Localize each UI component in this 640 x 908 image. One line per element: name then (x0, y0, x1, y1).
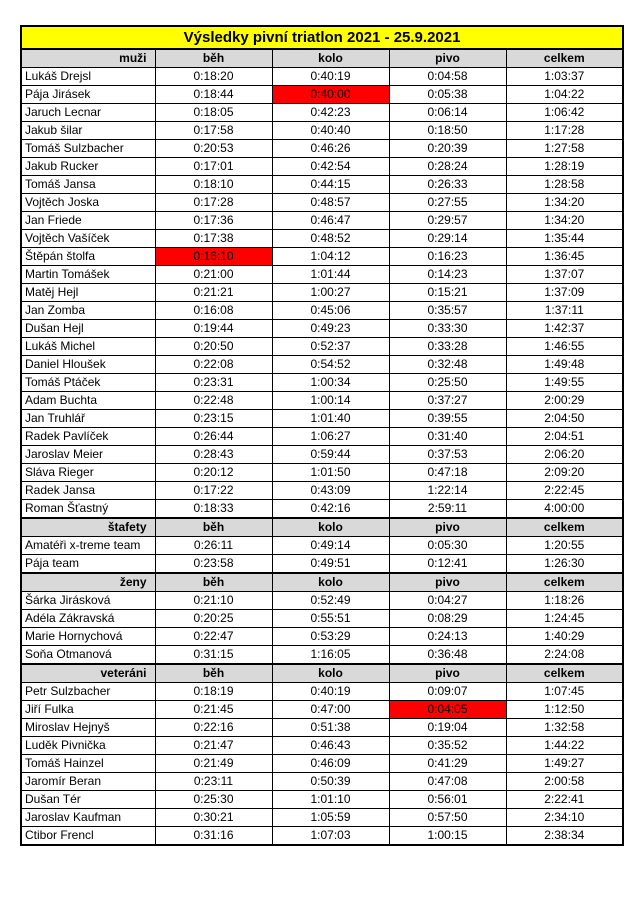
time-cell: 0:42:16 (272, 500, 389, 519)
time-cell: 0:46:47 (272, 212, 389, 230)
time-cell: 0:49:14 (272, 537, 389, 555)
time-cell: 0:18:33 (155, 500, 272, 519)
time-cell: 0:23:11 (155, 773, 272, 791)
column-header: kolo (272, 49, 389, 68)
time-cell: 2:00:58 (506, 773, 623, 791)
group-header-row (21, 518, 623, 537)
time-cell: 1:40:29 (506, 628, 623, 646)
time-cell: 0:29:57 (389, 212, 506, 230)
time-cell: 0:16:08 (155, 302, 272, 320)
time-cell: 0:12:41 (389, 555, 506, 574)
time-cell: 2:04:50 (506, 410, 623, 428)
table-row (21, 266, 623, 284)
time-cell: 1:04:12 (272, 248, 389, 266)
time-cell: 2:04:51 (506, 428, 623, 446)
time-cell: 0:40:19 (272, 683, 389, 701)
time-cell: 0:17:22 (155, 482, 272, 500)
time-cell: 4:00:00 (506, 500, 623, 519)
table-row (21, 646, 623, 665)
time-cell: 0:25:30 (155, 791, 272, 809)
time-cell: 2:22:45 (506, 482, 623, 500)
time-cell: 0:40:19 (272, 68, 389, 86)
time-cell: 1:01:50 (272, 464, 389, 482)
time-cell: 0:17:01 (155, 158, 272, 176)
time-cell: 0:49:51 (272, 555, 389, 574)
time-cell: 0:16:23 (389, 248, 506, 266)
time-cell: 1:28:58 (506, 176, 623, 194)
time-cell: 0:17:38 (155, 230, 272, 248)
competitor-name: Jaroslav Kaufman (21, 809, 155, 827)
competitor-name: Daniel Hloušek (21, 356, 155, 374)
time-cell: 0:52:49 (272, 592, 389, 610)
time-cell: 0:53:29 (272, 628, 389, 646)
table-row (21, 158, 623, 176)
competitor-name: Jan Zomba (21, 302, 155, 320)
time-cell: 0:18:50 (389, 122, 506, 140)
time-cell: 1:28:19 (506, 158, 623, 176)
competitor-name: Adéla Zákravská (21, 610, 155, 628)
table-row (21, 827, 623, 846)
time-cell: 0:26:11 (155, 537, 272, 555)
time-cell: 0:48:57 (272, 194, 389, 212)
time-cell: 1:04:22 (506, 86, 623, 104)
time-cell: 1:00:14 (272, 392, 389, 410)
time-cell: 1:18:26 (506, 592, 623, 610)
competitor-name: Jakub Rucker (21, 158, 155, 176)
competitor-name: Vojtěch Vašíček (21, 230, 155, 248)
column-header: pivo (389, 518, 506, 537)
table-row (21, 446, 623, 464)
time-cell: 0:22:08 (155, 356, 272, 374)
time-cell: 0:41:29 (389, 755, 506, 773)
table-row (21, 176, 623, 194)
competitor-name: Jaromír Beran (21, 773, 155, 791)
time-cell: 2:22:41 (506, 791, 623, 809)
table-row (21, 284, 623, 302)
time-cell: 0:42:23 (272, 104, 389, 122)
time-cell: 0:57:50 (389, 809, 506, 827)
time-cell: 0:33:28 (389, 338, 506, 356)
time-cell: 1:22:14 (389, 482, 506, 500)
competitor-name: Pája Jirásek (21, 86, 155, 104)
time-cell: 1:01:10 (272, 791, 389, 809)
column-header: běh (155, 518, 272, 537)
time-cell: 1:49:55 (506, 374, 623, 392)
competitor-name: Jakub šilar (21, 122, 155, 140)
column-header: celkem (506, 49, 623, 68)
competitor-name: Jan Friede (21, 212, 155, 230)
time-cell: 0:28:24 (389, 158, 506, 176)
competitor-name: Tomáš Sulzbacher (21, 140, 155, 158)
table-row (21, 683, 623, 701)
time-cell: 1:42:37 (506, 320, 623, 338)
column-header: běh (155, 49, 272, 68)
time-cell: 0:20:39 (389, 140, 506, 158)
time-cell: 1:17:28 (506, 122, 623, 140)
time-cell: 1:06:27 (272, 428, 389, 446)
time-cell: 1:35:44 (506, 230, 623, 248)
time-cell: 0:22:16 (155, 719, 272, 737)
time-cell: 1:36:45 (506, 248, 623, 266)
table-row (21, 428, 623, 446)
time-cell: 0:18:44 (155, 86, 272, 104)
time-cell: 1:27:58 (506, 140, 623, 158)
time-cell: 0:26:33 (389, 176, 506, 194)
time-cell: 0:36:48 (389, 646, 506, 665)
competitor-name: Pája team (21, 555, 155, 574)
table-row (21, 356, 623, 374)
column-header: běh (155, 664, 272, 683)
time-cell: 2:59:11 (389, 500, 506, 519)
column-header: celkem (506, 518, 623, 537)
time-cell: 0:22:48 (155, 392, 272, 410)
time-cell: 0:21:00 (155, 266, 272, 284)
competitor-name: Roman Šťastný (21, 500, 155, 519)
column-header: celkem (506, 664, 623, 683)
time-cell: 1:07:03 (272, 827, 389, 846)
table-row (21, 122, 623, 140)
competitor-name: Adam Buchta (21, 392, 155, 410)
time-cell: 1:01:44 (272, 266, 389, 284)
table-row (21, 755, 623, 773)
time-cell: 0:31:15 (155, 646, 272, 665)
time-cell: 1:12:50 (506, 701, 623, 719)
results-table (20, 25, 624, 846)
time-cell: 0:47:00 (272, 701, 389, 719)
time-cell: 0:49:23 (272, 320, 389, 338)
time-cell: 0:19:44 (155, 320, 272, 338)
competitor-name: Jaroslav Meier (21, 446, 155, 464)
group-header-row (21, 573, 623, 592)
time-cell: 1:46:55 (506, 338, 623, 356)
competitor-name: Miroslav Hejnyš (21, 719, 155, 737)
time-cell: 1:49:48 (506, 356, 623, 374)
table-row (21, 374, 623, 392)
group-header-row (21, 664, 623, 683)
time-cell: 0:20:53 (155, 140, 272, 158)
time-cell: 1:26:30 (506, 555, 623, 574)
competitor-name: Dušan Hejl (21, 320, 155, 338)
time-cell: 0:17:36 (155, 212, 272, 230)
competitor-name: Lukáš Michel (21, 338, 155, 356)
time-cell: 0:05:38 (389, 86, 506, 104)
time-cell: 0:29:14 (389, 230, 506, 248)
table-row (21, 464, 623, 482)
time-cell: 0:30:21 (155, 809, 272, 827)
time-cell: 0:19:04 (389, 719, 506, 737)
time-cell: 0:56:01 (389, 791, 506, 809)
competitor-name: Petr Sulzbacher (21, 683, 155, 701)
table-row (21, 555, 623, 574)
time-cell: 0:23:58 (155, 555, 272, 574)
competitor-name: Jiří Fulka (21, 701, 155, 719)
competitor-name: Šárka Jirásková (21, 592, 155, 610)
time-cell: 0:06:14 (389, 104, 506, 122)
competitor-name: Radek Pavlíček (21, 428, 155, 446)
group-name: ženy (21, 573, 155, 592)
competitor-name: Soňa Otmanová (21, 646, 155, 665)
time-cell: 0:23:15 (155, 410, 272, 428)
time-cell: 2:24:08 (506, 646, 623, 665)
time-cell: 0:44:15 (272, 176, 389, 194)
table-row (21, 86, 623, 104)
table-row (21, 500, 623, 519)
time-cell: 1:37:11 (506, 302, 623, 320)
time-cell: 0:32:48 (389, 356, 506, 374)
time-cell: 0:22:47 (155, 628, 272, 646)
table-row (21, 537, 623, 555)
best-time-cell: 0:16:10 (155, 248, 272, 266)
best-time-cell: 0:40:00 (272, 86, 389, 104)
time-cell: 0:48:52 (272, 230, 389, 248)
table-row (21, 392, 623, 410)
competitor-name: Lukáš Drejsl (21, 68, 155, 86)
time-cell: 0:25:50 (389, 374, 506, 392)
competitor-name: Ctibor Frencl (21, 827, 155, 846)
time-cell: 0:21:49 (155, 755, 272, 773)
competitor-name: Martin Tomášek (21, 266, 155, 284)
time-cell: 0:33:30 (389, 320, 506, 338)
time-cell: 0:55:51 (272, 610, 389, 628)
time-cell: 0:59:44 (272, 446, 389, 464)
time-cell: 1:20:55 (506, 537, 623, 555)
time-cell: 2:34:10 (506, 809, 623, 827)
table-row (21, 212, 623, 230)
time-cell: 0:47:18 (389, 464, 506, 482)
time-cell: 0:08:29 (389, 610, 506, 628)
table-row (21, 719, 623, 737)
page-title: Výsledky pivní triatlon 2021 - 25.9.2021 (21, 26, 623, 49)
competitor-name: Sláva Rieger (21, 464, 155, 482)
table-row (21, 773, 623, 791)
time-cell: 0:45:06 (272, 302, 389, 320)
time-cell: 0:52:37 (272, 338, 389, 356)
time-cell: 1:37:09 (506, 284, 623, 302)
time-cell: 0:39:55 (389, 410, 506, 428)
time-cell: 0:35:57 (389, 302, 506, 320)
time-cell: 0:46:09 (272, 755, 389, 773)
time-cell: 0:43:09 (272, 482, 389, 500)
time-cell: 1:00:15 (389, 827, 506, 846)
time-cell: 0:31:40 (389, 428, 506, 446)
table-row (21, 809, 623, 827)
time-cell: 1:16:05 (272, 646, 389, 665)
time-cell: 1:03:37 (506, 68, 623, 86)
time-cell: 1:00:27 (272, 284, 389, 302)
table-row (21, 592, 623, 610)
competitor-name: Jan Truhlář (21, 410, 155, 428)
time-cell: 0:40:40 (272, 122, 389, 140)
time-cell: 1:07:45 (506, 683, 623, 701)
time-cell: 0:18:19 (155, 683, 272, 701)
group-name: veteráni (21, 664, 155, 683)
competitor-name: Amatéři x-treme team (21, 537, 155, 555)
time-cell: 0:18:20 (155, 68, 272, 86)
time-cell: 0:46:43 (272, 737, 389, 755)
competitor-name: Radek Jansa (21, 482, 155, 500)
time-cell: 1:44:22 (506, 737, 623, 755)
table-row (21, 610, 623, 628)
time-cell: 0:28:43 (155, 446, 272, 464)
time-cell: 0:35:52 (389, 737, 506, 755)
time-cell: 1:32:58 (506, 719, 623, 737)
competitor-name: Matěj Hejl (21, 284, 155, 302)
table-row (21, 140, 623, 158)
table-row (21, 338, 623, 356)
time-cell: 0:54:52 (272, 356, 389, 374)
time-cell: 0:47:08 (389, 773, 506, 791)
best-time-cell: 0:04:05 (389, 701, 506, 719)
table-row (21, 230, 623, 248)
time-cell: 2:38:34 (506, 827, 623, 846)
time-cell: 0:37:27 (389, 392, 506, 410)
competitor-name: Štěpán štolfa (21, 248, 155, 266)
time-cell: 2:06:20 (506, 446, 623, 464)
table-row (21, 68, 623, 86)
time-cell: 1:37:07 (506, 266, 623, 284)
time-cell: 0:21:10 (155, 592, 272, 610)
column-header: pivo (389, 664, 506, 683)
column-header: pivo (389, 49, 506, 68)
column-header: kolo (272, 573, 389, 592)
time-cell: 1:49:27 (506, 755, 623, 773)
time-cell: 0:15:21 (389, 284, 506, 302)
time-cell: 0:31:16 (155, 827, 272, 846)
time-cell: 0:50:39 (272, 773, 389, 791)
title-row (21, 26, 623, 49)
time-cell: 2:00:29 (506, 392, 623, 410)
column-header: celkem (506, 573, 623, 592)
competitor-name: Luděk Pivnička (21, 737, 155, 755)
competitor-name: Tomáš Jansa (21, 176, 155, 194)
time-cell: 0:21:45 (155, 701, 272, 719)
column-header: pivo (389, 573, 506, 592)
table-row (21, 302, 623, 320)
time-cell: 0:05:30 (389, 537, 506, 555)
time-cell: 0:46:26 (272, 140, 389, 158)
column-header: kolo (272, 664, 389, 683)
time-cell: 0:20:50 (155, 338, 272, 356)
time-cell: 0:18:05 (155, 104, 272, 122)
table-row (21, 104, 623, 122)
table-row (21, 791, 623, 809)
time-cell: 0:17:28 (155, 194, 272, 212)
time-cell: 0:09:07 (389, 683, 506, 701)
time-cell: 0:20:25 (155, 610, 272, 628)
table-row (21, 701, 623, 719)
time-cell: 0:21:21 (155, 284, 272, 302)
time-cell: 0:37:53 (389, 446, 506, 464)
table-row (21, 410, 623, 428)
time-cell: 1:01:40 (272, 410, 389, 428)
competitor-name: Marie Hornychová (21, 628, 155, 646)
time-cell: 0:21:47 (155, 737, 272, 755)
competitor-name: Tomáš Hainzel (21, 755, 155, 773)
time-cell: 0:26:44 (155, 428, 272, 446)
table-row (21, 628, 623, 646)
table-row (21, 194, 623, 212)
time-cell: 0:23:31 (155, 374, 272, 392)
column-header: běh (155, 573, 272, 592)
time-cell: 0:42:54 (272, 158, 389, 176)
time-cell: 0:27:55 (389, 194, 506, 212)
time-cell: 0:04:27 (389, 592, 506, 610)
competitor-name: Dušan Tér (21, 791, 155, 809)
group-header-row (21, 49, 623, 68)
time-cell: 0:24:13 (389, 628, 506, 646)
time-cell: 1:24:45 (506, 610, 623, 628)
time-cell: 1:05:59 (272, 809, 389, 827)
time-cell: 0:51:38 (272, 719, 389, 737)
time-cell: 1:06:42 (506, 104, 623, 122)
time-cell: 1:00:34 (272, 374, 389, 392)
table-row (21, 320, 623, 338)
time-cell: 0:17:58 (155, 122, 272, 140)
competitor-name: Jaruch Lecnar (21, 104, 155, 122)
table-row (21, 737, 623, 755)
time-cell: 2:09:20 (506, 464, 623, 482)
time-cell: 1:34:20 (506, 194, 623, 212)
time-cell: 0:04:58 (389, 68, 506, 86)
table-row (21, 248, 623, 266)
group-name: štafety (21, 518, 155, 537)
results-sheet (20, 25, 622, 846)
time-cell: 0:14:23 (389, 266, 506, 284)
time-cell: 1:34:20 (506, 212, 623, 230)
time-cell: 0:18:10 (155, 176, 272, 194)
column-header: kolo (272, 518, 389, 537)
competitor-name: Tomáš Ptáček (21, 374, 155, 392)
group-name: muži (21, 49, 155, 68)
competitor-name: Vojtěch Joska (21, 194, 155, 212)
time-cell: 0:20:12 (155, 464, 272, 482)
table-row (21, 482, 623, 500)
